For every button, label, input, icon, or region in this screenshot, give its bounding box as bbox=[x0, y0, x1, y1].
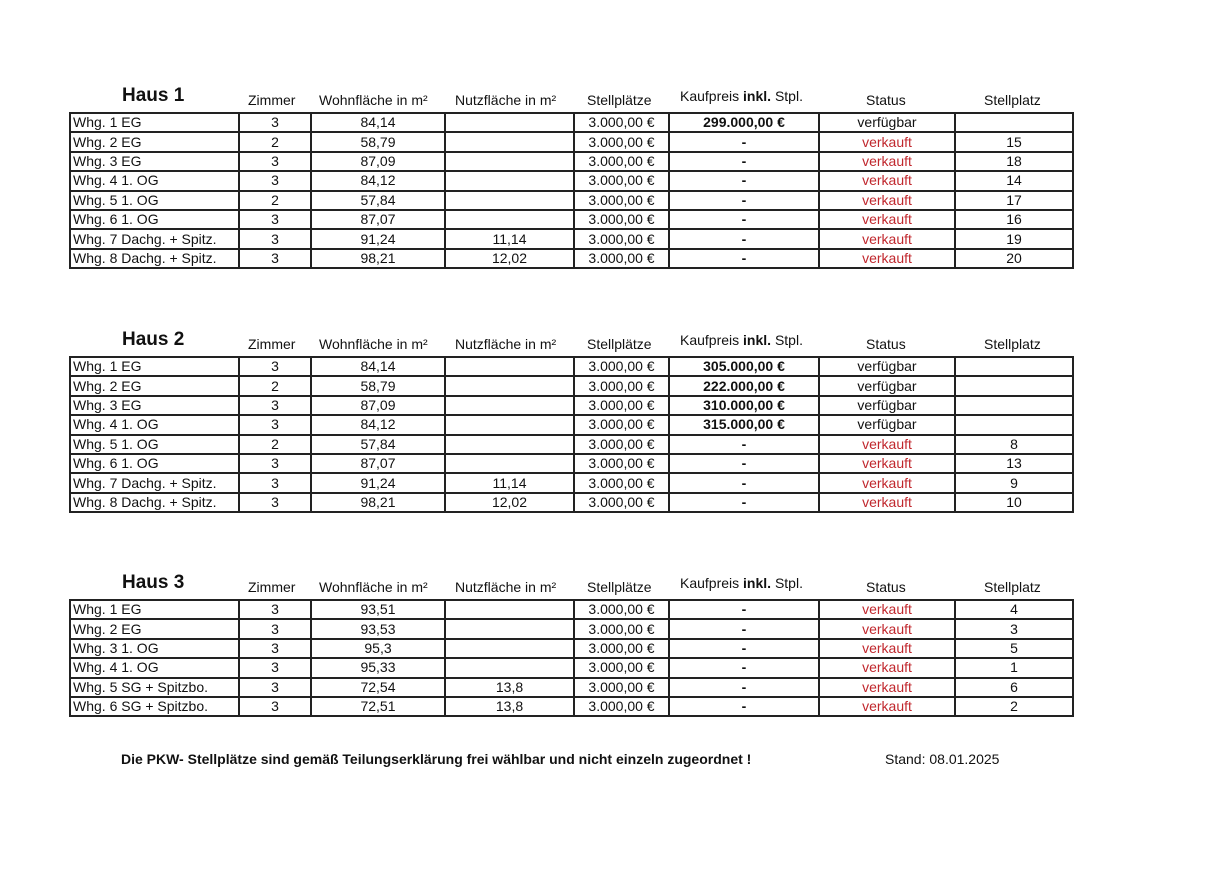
table-row bbox=[70, 376, 1073, 395]
cell-status: verfügbar bbox=[819, 376, 955, 395]
cell-apartment: Whg. 6 1. OG bbox=[70, 210, 239, 229]
cell-wohnflaeche: 58,79 bbox=[311, 376, 445, 395]
cell-kaufpreis: - bbox=[669, 229, 819, 248]
header-wohnflaeche: Wohnfläche in m² bbox=[319, 579, 428, 595]
cell-kaufpreis: - bbox=[669, 171, 819, 190]
cell-zimmer: 3 bbox=[239, 473, 311, 492]
cell-zimmer: 2 bbox=[239, 132, 311, 151]
cell-apartment: Whg. 5 1. OG bbox=[70, 191, 239, 210]
cell-kaufpreis: - bbox=[669, 658, 819, 677]
cell-nutzflaeche bbox=[445, 357, 574, 376]
cell-stellplaetze: 3.000,00 € bbox=[574, 357, 669, 376]
cell-wohnflaeche: 95,33 bbox=[311, 658, 445, 677]
cell-status: verkauft bbox=[819, 619, 955, 638]
cell-stellplaetze: 3.000,00 € bbox=[574, 454, 669, 473]
cell-apartment: Whg. 2 EG bbox=[70, 132, 239, 151]
cell-apartment: Whg. 8 Dachg. + Spitz. bbox=[70, 493, 239, 512]
cell-apartment: Whg. 4 1. OG bbox=[70, 658, 239, 677]
cell-kaufpreis: 222.000,00 € bbox=[669, 376, 819, 395]
cell-stellplatz: 2 bbox=[955, 697, 1073, 716]
table-row bbox=[70, 639, 1073, 658]
cell-nutzflaeche: 12,02 bbox=[445, 249, 574, 268]
table-row bbox=[70, 473, 1073, 492]
cell-nutzflaeche bbox=[445, 658, 574, 677]
table-row bbox=[70, 415, 1073, 434]
cell-apartment: Whg. 3 1. OG bbox=[70, 639, 239, 658]
cell-stellplatz: 1 bbox=[955, 658, 1073, 677]
table-row bbox=[70, 132, 1073, 151]
cell-wohnflaeche: 57,84 bbox=[311, 435, 445, 454]
header-stellplatz: Stellplatz bbox=[984, 336, 1041, 352]
cell-wohnflaeche: 84,12 bbox=[311, 171, 445, 190]
cell-status: verkauft bbox=[819, 210, 955, 229]
header-kaufpreis-post: Stpl. bbox=[771, 332, 803, 348]
header-kaufpreis-bold: inkl. bbox=[743, 88, 772, 104]
cell-stellplaetze: 3.000,00 € bbox=[574, 171, 669, 190]
cell-stellplaetze: 3.000,00 € bbox=[574, 473, 669, 492]
cell-nutzflaeche bbox=[445, 600, 574, 619]
header-status: Status bbox=[866, 92, 906, 108]
cell-zimmer: 3 bbox=[239, 152, 311, 171]
cell-zimmer: 2 bbox=[239, 191, 311, 210]
cell-nutzflaeche bbox=[445, 210, 574, 229]
header-kaufpreis bbox=[680, 332, 803, 348]
cell-zimmer: 3 bbox=[239, 678, 311, 697]
table-row bbox=[70, 357, 1073, 376]
cell-status: verkauft bbox=[819, 473, 955, 492]
cell-apartment: Whg. 6 1. OG bbox=[70, 454, 239, 473]
cell-wohnflaeche: 93,51 bbox=[311, 600, 445, 619]
cell-nutzflaeche bbox=[445, 152, 574, 171]
cell-kaufpreis: - bbox=[669, 697, 819, 716]
cell-stellplatz: 14 bbox=[955, 171, 1073, 190]
cell-status: verkauft bbox=[819, 191, 955, 210]
cell-apartment: Whg. 7 Dachg. + Spitz. bbox=[70, 229, 239, 248]
cell-status: verfügbar bbox=[819, 396, 955, 415]
cell-wohnflaeche: 98,21 bbox=[311, 493, 445, 512]
cell-stellplatz: 5 bbox=[955, 639, 1073, 658]
cell-stellplatz: 20 bbox=[955, 249, 1073, 268]
header-kaufpreis bbox=[680, 88, 803, 104]
cell-kaufpreis: - bbox=[669, 493, 819, 512]
cell-wohnflaeche: 84,14 bbox=[311, 113, 445, 132]
apartment-table bbox=[69, 356, 1074, 513]
cell-stellplaetze: 3.000,00 € bbox=[574, 678, 669, 697]
cell-zimmer: 3 bbox=[239, 600, 311, 619]
cell-apartment: Whg. 4 1. OG bbox=[70, 171, 239, 190]
cell-stellplatz: 16 bbox=[955, 210, 1073, 229]
header-kaufpreis-pre: Kaufpreis bbox=[680, 575, 744, 591]
header-kaufpreis-post: Stpl. bbox=[771, 575, 803, 591]
cell-status: verfügbar bbox=[819, 415, 955, 434]
apartment-table bbox=[69, 112, 1074, 269]
header-zimmer: Zimmer bbox=[248, 92, 296, 108]
cell-wohnflaeche: 91,24 bbox=[311, 473, 445, 492]
cell-apartment: Whg. 2 EG bbox=[70, 619, 239, 638]
header-stellplaetze: Stellplätze bbox=[587, 92, 652, 108]
house-title: Haus 1 bbox=[122, 85, 185, 106]
cell-nutzflaeche bbox=[445, 415, 574, 434]
table-row bbox=[70, 171, 1073, 190]
header-nutzflaeche: Nutzfläche in m² bbox=[455, 579, 557, 595]
cell-stellplaetze: 3.000,00 € bbox=[574, 229, 669, 248]
cell-nutzflaeche: 11,14 bbox=[445, 473, 574, 492]
cell-kaufpreis: 299.000,00 € bbox=[669, 113, 819, 132]
cell-zimmer: 3 bbox=[239, 210, 311, 229]
header-kaufpreis-pre: Kaufpreis bbox=[680, 88, 744, 104]
cell-nutzflaeche bbox=[445, 376, 574, 395]
cell-stellplaetze: 3.000,00 € bbox=[574, 415, 669, 434]
cell-nutzflaeche bbox=[445, 396, 574, 415]
table-row bbox=[70, 191, 1073, 210]
cell-status: verkauft bbox=[819, 229, 955, 248]
cell-zimmer: 2 bbox=[239, 376, 311, 395]
cell-apartment: Whg. 7 Dachg. + Spitz. bbox=[70, 473, 239, 492]
cell-kaufpreis: - bbox=[669, 473, 819, 492]
cell-kaufpreis: - bbox=[669, 639, 819, 658]
table-row bbox=[70, 396, 1073, 415]
cell-status: verfügbar bbox=[819, 357, 955, 376]
cell-nutzflaeche: 13,8 bbox=[445, 678, 574, 697]
header-stellplatz: Stellplatz bbox=[984, 579, 1041, 595]
table-row bbox=[70, 229, 1073, 248]
cell-zimmer: 3 bbox=[239, 229, 311, 248]
cell-kaufpreis: - bbox=[669, 152, 819, 171]
header-wohnflaeche: Wohnfläche in m² bbox=[319, 336, 428, 352]
header-status: Status bbox=[866, 336, 906, 352]
cell-nutzflaeche: 13,8 bbox=[445, 697, 574, 716]
cell-wohnflaeche: 87,07 bbox=[311, 210, 445, 229]
cell-kaufpreis: - bbox=[669, 435, 819, 454]
cell-status: verkauft bbox=[819, 152, 955, 171]
house-title: Haus 2 bbox=[122, 329, 185, 350]
footer-stand-date: Stand: 08.01.2025 bbox=[885, 751, 1000, 767]
footer-note: Die PKW- Stellplätze sind gemäß Teilungserklärung frei wählbar und nicht einzeln zugeordnet ! bbox=[121, 751, 752, 767]
cell-zimmer: 3 bbox=[239, 249, 311, 268]
header-nutzflaeche: Nutzfläche in m² bbox=[455, 336, 557, 352]
table-row bbox=[70, 493, 1073, 512]
cell-status: verkauft bbox=[819, 435, 955, 454]
cell-apartment: Whg. 1 EG bbox=[70, 600, 239, 619]
cell-zimmer: 3 bbox=[239, 171, 311, 190]
cell-kaufpreis: 310.000,00 € bbox=[669, 396, 819, 415]
header-zimmer: Zimmer bbox=[248, 579, 296, 595]
cell-nutzflaeche bbox=[445, 619, 574, 638]
cell-zimmer: 3 bbox=[239, 113, 311, 132]
cell-stellplaetze: 3.000,00 € bbox=[574, 249, 669, 268]
table-row bbox=[70, 210, 1073, 229]
cell-stellplatz: 4 bbox=[955, 600, 1073, 619]
cell-stellplaetze: 3.000,00 € bbox=[574, 619, 669, 638]
cell-stellplatz: 17 bbox=[955, 191, 1073, 210]
header-stellplaetze: Stellplätze bbox=[587, 579, 652, 595]
cell-status: verkauft bbox=[819, 639, 955, 658]
cell-wohnflaeche: 87,09 bbox=[311, 396, 445, 415]
cell-zimmer: 3 bbox=[239, 697, 311, 716]
apartment-table bbox=[69, 599, 1074, 717]
cell-zimmer: 3 bbox=[239, 658, 311, 677]
cell-stellplatz bbox=[955, 113, 1073, 132]
cell-stellplaetze: 3.000,00 € bbox=[574, 396, 669, 415]
header-kaufpreis bbox=[680, 575, 803, 591]
header-stellplaetze: Stellplätze bbox=[587, 336, 652, 352]
header-wohnflaeche: Wohnfläche in m² bbox=[319, 92, 428, 108]
cell-zimmer: 3 bbox=[239, 639, 311, 658]
cell-stellplatz bbox=[955, 396, 1073, 415]
cell-nutzflaeche: 12,02 bbox=[445, 493, 574, 512]
table-row bbox=[70, 152, 1073, 171]
header-kaufpreis-bold: inkl. bbox=[743, 575, 772, 591]
cell-status: verkauft bbox=[819, 171, 955, 190]
cell-zimmer: 3 bbox=[239, 357, 311, 376]
cell-apartment: Whg. 5 SG + Spitzbo. bbox=[70, 678, 239, 697]
cell-kaufpreis: - bbox=[669, 210, 819, 229]
cell-status: verkauft bbox=[819, 697, 955, 716]
cell-stellplatz: 10 bbox=[955, 493, 1073, 512]
cell-zimmer: 3 bbox=[239, 619, 311, 638]
cell-kaufpreis: 305.000,00 € bbox=[669, 357, 819, 376]
cell-kaufpreis: 315.000,00 € bbox=[669, 415, 819, 434]
cell-stellplatz: 15 bbox=[955, 132, 1073, 151]
cell-kaufpreis: - bbox=[669, 600, 819, 619]
cell-wohnflaeche: 72,51 bbox=[311, 697, 445, 716]
table-row bbox=[70, 454, 1073, 473]
table-row bbox=[70, 619, 1073, 638]
header-kaufpreis-pre: Kaufpreis bbox=[680, 332, 744, 348]
cell-wohnflaeche: 87,09 bbox=[311, 152, 445, 171]
cell-wohnflaeche: 98,21 bbox=[311, 249, 445, 268]
cell-stellplaetze: 3.000,00 € bbox=[574, 697, 669, 716]
cell-kaufpreis: - bbox=[669, 191, 819, 210]
cell-wohnflaeche: 84,12 bbox=[311, 415, 445, 434]
cell-status: verkauft bbox=[819, 454, 955, 473]
cell-nutzflaeche bbox=[445, 639, 574, 658]
cell-stellplaetze: 3.000,00 € bbox=[574, 639, 669, 658]
cell-wohnflaeche: 58,79 bbox=[311, 132, 445, 151]
cell-stellplaetze: 3.000,00 € bbox=[574, 152, 669, 171]
cell-nutzflaeche bbox=[445, 113, 574, 132]
cell-stellplatz: 18 bbox=[955, 152, 1073, 171]
cell-stellplaetze: 3.000,00 € bbox=[574, 113, 669, 132]
cell-stellplatz: 8 bbox=[955, 435, 1073, 454]
header-zimmer: Zimmer bbox=[248, 336, 296, 352]
table-row bbox=[70, 113, 1073, 132]
cell-status: verkauft bbox=[819, 249, 955, 268]
cell-stellplaetze: 3.000,00 € bbox=[574, 132, 669, 151]
cell-stellplaetze: 3.000,00 € bbox=[574, 435, 669, 454]
table-row bbox=[70, 435, 1073, 454]
cell-zimmer: 3 bbox=[239, 454, 311, 473]
cell-stellplaetze: 3.000,00 € bbox=[574, 600, 669, 619]
table-row bbox=[70, 678, 1073, 697]
cell-apartment: Whg. 5 1. OG bbox=[70, 435, 239, 454]
cell-stellplatz: 9 bbox=[955, 473, 1073, 492]
cell-status: verkauft bbox=[819, 132, 955, 151]
cell-stellplaetze: 3.000,00 € bbox=[574, 376, 669, 395]
cell-apartment: Whg. 6 SG + Spitzbo. bbox=[70, 697, 239, 716]
cell-nutzflaeche bbox=[445, 191, 574, 210]
cell-apartment: Whg. 1 EG bbox=[70, 113, 239, 132]
cell-zimmer: 2 bbox=[239, 435, 311, 454]
cell-nutzflaeche: 11,14 bbox=[445, 229, 574, 248]
table-row bbox=[70, 249, 1073, 268]
header-stellplatz: Stellplatz bbox=[984, 92, 1041, 108]
cell-status: verkauft bbox=[819, 600, 955, 619]
cell-nutzflaeche bbox=[445, 132, 574, 151]
header-status: Status bbox=[866, 579, 906, 595]
cell-zimmer: 3 bbox=[239, 396, 311, 415]
cell-stellplatz: 3 bbox=[955, 619, 1073, 638]
cell-apartment: Whg. 8 Dachg. + Spitz. bbox=[70, 249, 239, 268]
cell-stellplaetze: 3.000,00 € bbox=[574, 191, 669, 210]
cell-wohnflaeche: 91,24 bbox=[311, 229, 445, 248]
cell-stellplatz bbox=[955, 376, 1073, 395]
cell-kaufpreis: - bbox=[669, 249, 819, 268]
house-title: Haus 3 bbox=[122, 572, 185, 593]
header-kaufpreis-bold: inkl. bbox=[743, 332, 772, 348]
cell-wohnflaeche: 84,14 bbox=[311, 357, 445, 376]
header-kaufpreis-post: Stpl. bbox=[771, 88, 803, 104]
cell-status: verkauft bbox=[819, 493, 955, 512]
cell-nutzflaeche bbox=[445, 171, 574, 190]
cell-status: verfügbar bbox=[819, 113, 955, 132]
cell-kaufpreis: - bbox=[669, 678, 819, 697]
header-nutzflaeche: Nutzfläche in m² bbox=[455, 92, 557, 108]
cell-stellplaetze: 3.000,00 € bbox=[574, 210, 669, 229]
cell-kaufpreis: - bbox=[669, 132, 819, 151]
cell-status: verkauft bbox=[819, 678, 955, 697]
cell-apartment: Whg. 4 1. OG bbox=[70, 415, 239, 434]
cell-status: verkauft bbox=[819, 658, 955, 677]
cell-stellplatz bbox=[955, 357, 1073, 376]
cell-stellplaetze: 3.000,00 € bbox=[574, 658, 669, 677]
cell-apartment: Whg. 3 EG bbox=[70, 152, 239, 171]
table-row bbox=[70, 697, 1073, 716]
cell-wohnflaeche: 93,53 bbox=[311, 619, 445, 638]
table-row bbox=[70, 600, 1073, 619]
cell-wohnflaeche: 95,3 bbox=[311, 639, 445, 658]
cell-nutzflaeche bbox=[445, 435, 574, 454]
cell-apartment: Whg. 3 EG bbox=[70, 396, 239, 415]
cell-stellplatz bbox=[955, 415, 1073, 434]
cell-wohnflaeche: 57,84 bbox=[311, 191, 445, 210]
cell-nutzflaeche bbox=[445, 454, 574, 473]
cell-apartment: Whg. 1 EG bbox=[70, 357, 239, 376]
cell-kaufpreis: - bbox=[669, 619, 819, 638]
cell-stellplatz: 13 bbox=[955, 454, 1073, 473]
table-row bbox=[70, 658, 1073, 677]
cell-zimmer: 3 bbox=[239, 493, 311, 512]
cell-apartment: Whg. 2 EG bbox=[70, 376, 239, 395]
cell-stellplatz: 19 bbox=[955, 229, 1073, 248]
cell-wohnflaeche: 87,07 bbox=[311, 454, 445, 473]
cell-zimmer: 3 bbox=[239, 415, 311, 434]
cell-stellplaetze: 3.000,00 € bbox=[574, 493, 669, 512]
cell-kaufpreis: - bbox=[669, 454, 819, 473]
cell-stellplatz: 6 bbox=[955, 678, 1073, 697]
cell-wohnflaeche: 72,54 bbox=[311, 678, 445, 697]
